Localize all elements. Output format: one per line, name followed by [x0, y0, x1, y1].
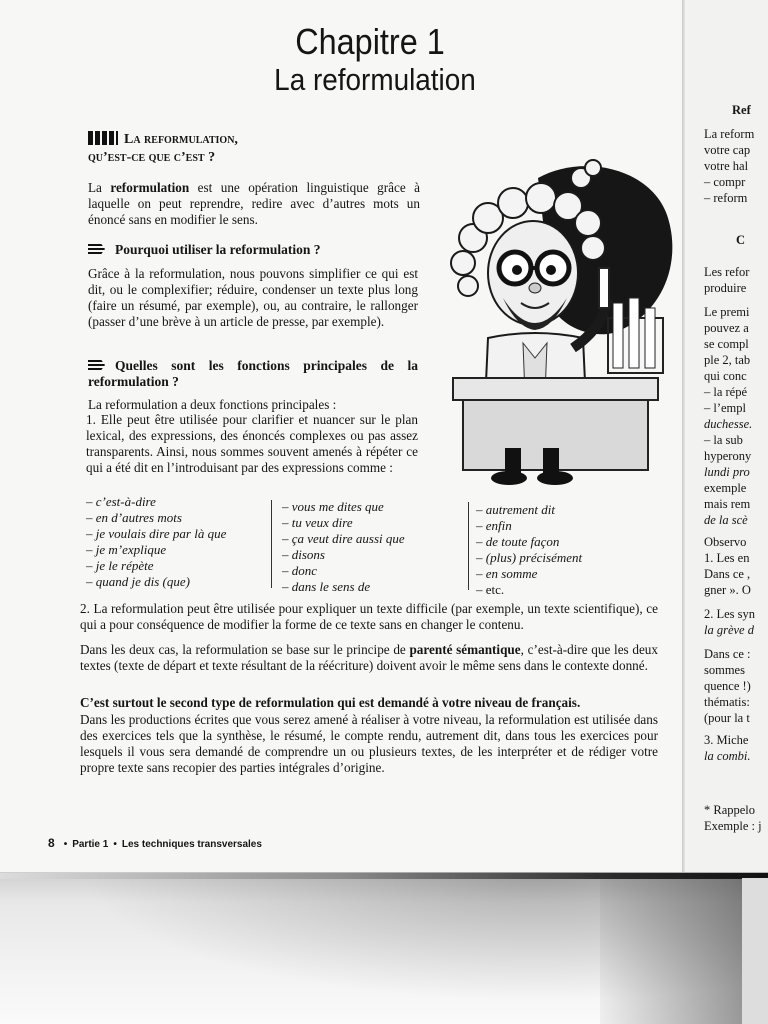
section-heading-line2: qu’est-ce que c’est ? [88, 150, 216, 165]
expression-item: – je voulais dire par là que [86, 526, 227, 541]
expression-item: – de toute façon [476, 534, 560, 549]
side-page-line: exemple [704, 481, 747, 495]
page-footer: 8 • Partie 1 • Les techniques transversales [48, 836, 262, 850]
side-page-line: Ref [732, 103, 751, 117]
expression-item: – etc. [476, 582, 505, 597]
final-paragraph: Dans les productions écrites que vous serez amené à réaliser à votre niveau, la reformulation est utilisée dans des exercices tels que la synthèse, le résumé, le compte rendu, autrement dit, dans tous les exercices pour lesquels il vous sera demandé de comprendre un ou plusieurs textes, de les interpréter et de rédiger votre propre texte sans recopier des parties intégrales d’origine. [80, 712, 658, 775]
expression-item: – en somme [476, 566, 538, 581]
side-page-line: Le premi [704, 305, 750, 319]
side-page-line: la grève d [704, 623, 754, 637]
side-page-line: quence !) [704, 679, 751, 693]
scan-right-edge [742, 878, 768, 1024]
side-page-line: – compr [704, 175, 746, 189]
side-page-line: ple 2, tab [704, 353, 751, 367]
definition-pre: La [88, 180, 111, 195]
side-page-line: votre hal [704, 159, 749, 173]
side-page-line: sommes [704, 663, 745, 677]
side-page-line: 3. Miche [704, 733, 749, 747]
side-page-line: * Rappelo [704, 803, 756, 817]
side-page-line: hyperony [704, 449, 752, 463]
side-page-line: – l’empl [704, 401, 747, 415]
side-page-line: produire [704, 281, 747, 295]
side-page-line: Les refor [704, 265, 750, 279]
semantic-paragraph [80, 642, 658, 674]
arrow-bullet-icon [88, 244, 105, 254]
expression-item: – vous me dites que [282, 499, 384, 514]
side-page-line: pouvez a [704, 321, 749, 335]
side-page-line: gner ». O [704, 583, 751, 597]
expression-item: – (plus) précisément [476, 550, 583, 565]
question-2-point-1: 1. Elle peut être utilisée pour clarifier et nuancer sur le plan lexical, des expressions, des énoncés complexes ou pas assez transparents. Ainsi, nous sommes souvent amenés à répéter ce qui a été dit en l’introduisant par des expressions comme : [86, 412, 418, 475]
side-page-line: 1. Les en [704, 551, 750, 565]
page-gutter [682, 0, 685, 880]
side-page-line: mais rem [704, 497, 751, 511]
expression-item: – enfin [476, 518, 512, 533]
expressions-column-1 [86, 494, 266, 590]
side-page-line: C [736, 233, 746, 247]
expression-item: – ça veut dire aussi que [282, 531, 405, 546]
expression-item: – je le répète [86, 558, 154, 573]
footer-section: Les techniques transversales [121, 839, 262, 850]
expression-item: – dans le sens de [282, 579, 371, 594]
expressions-column-2 [282, 499, 462, 595]
side-page-line: votre cap [704, 143, 751, 157]
arrow-bullet-icon [88, 360, 105, 370]
section-heading [88, 131, 418, 167]
footer-part: Partie 1 [72, 839, 109, 850]
side-page-line: lundi pro [704, 465, 750, 479]
question-1-text: Grâce à la reformulation, nous pouvons simplifier ce qui est dit, ou le complexifier; réduire, condenser un texte plus long (faire un résumé, par exemple), ou, au contraire, le rallonger (passer d’une brève à un article de presse, par exemple). [88, 266, 418, 329]
question-2-intro: La reformulation a deux fonctions principales : [88, 397, 337, 412]
semantic-pre: Dans les deux cas, la reformulation se base sur le principe de [80, 642, 410, 657]
expression-item: – autrement dit [476, 502, 555, 517]
side-page-line: La reform [704, 127, 755, 141]
expression-item: – donc [282, 563, 318, 578]
next-page [683, 0, 768, 880]
expression-item: – c’est-à-dire [86, 494, 156, 509]
side-page-line: de la scè [704, 513, 748, 527]
semantic-post: , c’est-à-dire que les deux textes (texte de départ et texte résultant de la réécriture) doivent avoir le même sens dans le contexte donné. [80, 642, 658, 673]
definition-term: reformulation [110, 180, 190, 195]
side-page-line: – reform [704, 191, 748, 205]
side-page-line: duchesse. [704, 417, 753, 431]
semantic-term: parenté sémantique [409, 642, 521, 657]
expressions-column-3 [476, 502, 656, 598]
column-divider [271, 500, 272, 588]
question-1-title: Pourquoi utiliser la reformulation ? [115, 242, 321, 257]
side-page-line: la combi. [704, 749, 751, 763]
page-number: 8 [48, 836, 55, 850]
expression-item: – tu veux dire [282, 515, 353, 530]
chapter-title: Chapitre 1 [295, 21, 445, 62]
question-1-heading [88, 242, 428, 258]
professor-illustration [443, 158, 675, 488]
section-bars-icon [88, 131, 118, 145]
column-divider [468, 502, 469, 590]
side-page-line: Observo [704, 535, 747, 549]
side-page-line: qui conc [704, 369, 747, 383]
section-heading-line1: La reformulation, [124, 132, 238, 147]
side-page-line: thématis: [704, 695, 750, 709]
expression-item: – disons [282, 547, 325, 562]
definition-paragraph [88, 180, 420, 228]
side-page-line: Dans ce , [704, 567, 751, 581]
side-page-line: Exemple : j [704, 819, 762, 833]
emphasis-line: C’est surtout le second type de reformulation qui est demandé à votre niveau de français. [80, 695, 581, 710]
question-2-heading [88, 358, 418, 390]
side-page-line: Dans ce : [704, 647, 751, 661]
side-page-line: (pour la t [704, 711, 750, 725]
point-2-paragraph: 2. La reformulation peut être utilisée pour expliquer un texte difficile (par exemple, un texte scientifique), ce qui a pour conséquence de modifier la forme de ce texte sans en changer le contenu. [80, 601, 658, 632]
scan-dark-area [600, 878, 745, 1024]
side-page-line: 2. Les syn [704, 607, 756, 621]
expression-item: – je m’explique [86, 542, 167, 557]
side-page-line: – la sub [704, 433, 743, 447]
chapter-subtitle: La reformulation [274, 62, 476, 97]
definition-post: est une opération linguistique grâce à laquelle on peut reprendre, redire avec d’autres mots un énoncé sans en modifier le sens. [88, 180, 420, 227]
side-page-line: se compl [704, 337, 749, 351]
side-page-line: – la répé [704, 385, 748, 399]
expression-item: – quand je dis (que) [86, 574, 190, 589]
expression-item: – en d’autres mots [86, 510, 182, 525]
question-2-title: Quelles sont les fonctions principales de la reformulation ? [88, 358, 418, 389]
